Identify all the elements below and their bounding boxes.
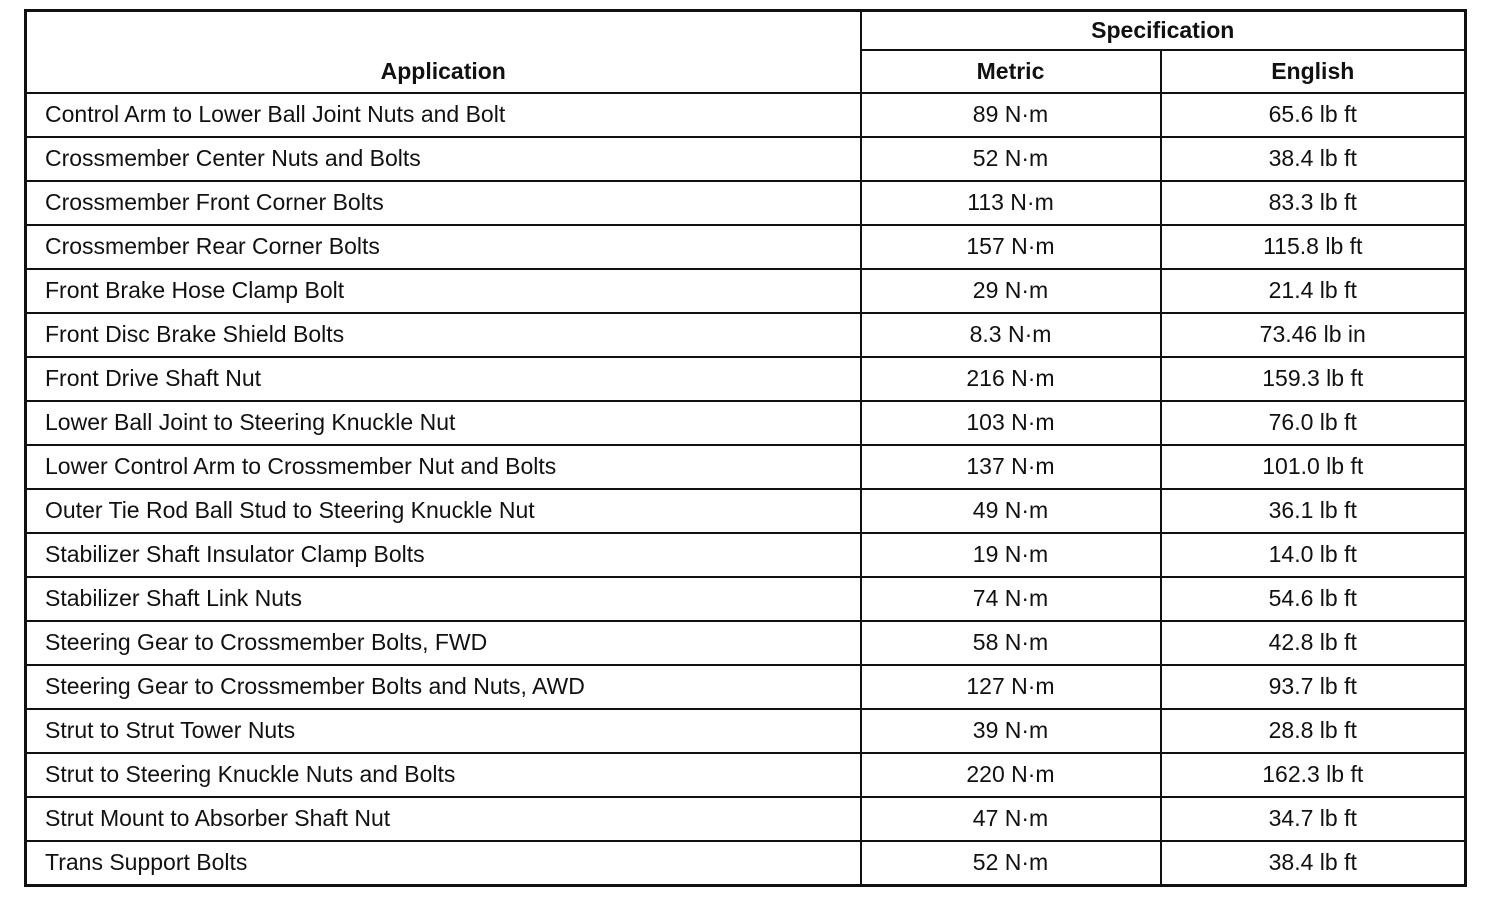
table-row [26,489,1466,533]
application-cell: Strut to Steering Knuckle Nuts and Bolts [26,753,861,797]
header-row-top [26,11,1466,50]
application-cell: Strut Mount to Absorber Shaft Nut [26,797,861,841]
metric-cell: 157 N·m [861,225,1161,269]
application-cell: Steering Gear to Crossmember Bolts and Nuts, AWD [26,665,861,709]
table-row [26,93,1466,137]
metric-cell: 127 N·m [861,665,1161,709]
table-header [26,11,1466,93]
table-row [26,445,1466,489]
application-cell: Crossmember Center Nuts and Bolts [26,137,861,181]
torque-specification-table [24,9,1467,887]
english-cell: 21.4 lb ft [1161,269,1466,313]
table-row [26,797,1466,841]
specification-header: Specification [861,11,1466,50]
table-row [26,621,1466,665]
metric-cell: 89 N·m [861,93,1161,137]
table-body [26,93,1466,886]
table-row [26,181,1466,225]
english-cell: 42.8 lb ft [1161,621,1466,665]
table-row [26,709,1466,753]
table-row [26,401,1466,445]
application-cell: Lower Ball Joint to Steering Knuckle Nut [26,401,861,445]
application-cell: Stabilizer Shaft Insulator Clamp Bolts [26,533,861,577]
metric-cell: 58 N·m [861,621,1161,665]
application-cell: Front Disc Brake Shield Bolts [26,313,861,357]
application-cell: Steering Gear to Crossmember Bolts, FWD [26,621,861,665]
metric-cell: 220 N·m [861,753,1161,797]
english-header: English [1161,50,1466,93]
table-row [26,225,1466,269]
table-row [26,665,1466,709]
english-cell: 101.0 lb ft [1161,445,1466,489]
application-cell: Front Brake Hose Clamp Bolt [26,269,861,313]
metric-header: Metric [861,50,1161,93]
application-cell: Trans Support Bolts [26,841,861,886]
english-cell: 38.4 lb ft [1161,841,1466,886]
table-row [26,313,1466,357]
english-cell: 28.8 lb ft [1161,709,1466,753]
english-cell: 34.7 lb ft [1161,797,1466,841]
application-cell: Strut to Strut Tower Nuts [26,709,861,753]
application-cell: Stabilizer Shaft Link Nuts [26,577,861,621]
metric-cell: 137 N·m [861,445,1161,489]
table-row [26,533,1466,577]
english-cell: 54.6 lb ft [1161,577,1466,621]
metric-cell: 52 N·m [861,841,1161,886]
english-cell: 93.7 lb ft [1161,665,1466,709]
application-header: Application [26,11,861,93]
metric-cell: 39 N·m [861,709,1161,753]
table-row [26,841,1466,886]
metric-cell: 113 N·m [861,181,1161,225]
metric-cell: 8.3 N·m [861,313,1161,357]
table-row [26,137,1466,181]
english-cell: 115.8 lb ft [1161,225,1466,269]
table-row [26,269,1466,313]
application-cell: Control Arm to Lower Ball Joint Nuts and Bolt [26,93,861,137]
table-row [26,357,1466,401]
application-cell: Outer Tie Rod Ball Stud to Steering Knuckle Nut [26,489,861,533]
english-cell: 65.6 lb ft [1161,93,1466,137]
metric-cell: 49 N·m [861,489,1161,533]
english-cell: 83.3 lb ft [1161,181,1466,225]
english-cell: 36.1 lb ft [1161,489,1466,533]
english-cell: 76.0 lb ft [1161,401,1466,445]
metric-cell: 103 N·m [861,401,1161,445]
english-cell: 38.4 lb ft [1161,137,1466,181]
application-cell: Front Drive Shaft Nut [26,357,861,401]
english-cell: 73.46 lb in [1161,313,1466,357]
metric-cell: 52 N·m [861,137,1161,181]
metric-cell: 47 N·m [861,797,1161,841]
application-cell: Lower Control Arm to Crossmember Nut and Bolts [26,445,861,489]
english-cell: 14.0 lb ft [1161,533,1466,577]
metric-cell: 19 N·m [861,533,1161,577]
english-cell: 159.3 lb ft [1161,357,1466,401]
metric-cell: 29 N·m [861,269,1161,313]
table-row [26,753,1466,797]
metric-cell: 74 N·m [861,577,1161,621]
table-row [26,577,1466,621]
metric-cell: 216 N·m [861,357,1161,401]
english-cell: 162.3 lb ft [1161,753,1466,797]
application-cell: Crossmember Rear Corner Bolts [26,225,861,269]
application-cell: Crossmember Front Corner Bolts [26,181,861,225]
